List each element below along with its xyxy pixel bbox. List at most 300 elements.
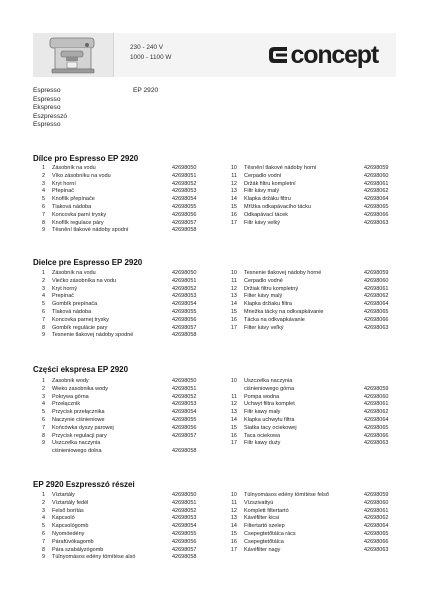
part-name: Csepegtetőtálca <box>244 538 284 545</box>
part-row <box>225 531 415 539</box>
section-title-sk: Dielce pre Espresso EP 2920 <box>33 258 143 267</box>
part-number: 6 <box>41 308 45 315</box>
part-name: Kryt horní <box>52 180 76 187</box>
part-name: Víztartály <box>52 492 75 498</box>
part-code: 42698059 <box>364 492 389 498</box>
parts-list-cz-left <box>33 165 223 235</box>
part-code: 42698054 <box>172 523 197 530</box>
part-number: 16 <box>230 316 237 323</box>
part-row <box>225 278 415 286</box>
part-code: 42698063 <box>364 324 389 331</box>
part-name: Těsnění tlakové nádoby spodní <box>52 227 129 234</box>
part-number: 17 <box>230 324 237 331</box>
part-code: 42698054 <box>172 409 197 416</box>
part-number: 11 <box>231 277 237 284</box>
part-code: 42698059 <box>364 270 389 276</box>
part-code: 42698066 <box>364 316 389 323</box>
part-name: Tesnenie tlakovej nádoby spodné <box>52 332 134 339</box>
part-name: Prepínač <box>52 293 75 300</box>
part-name: Taca ociekowa <box>244 432 281 439</box>
part-name: Koncovka parní trysky <box>52 211 107 218</box>
part-row <box>225 417 415 425</box>
part-number: 8 <box>41 546 45 553</box>
part-row <box>225 409 415 417</box>
part-code: 42698063 <box>364 546 389 553</box>
part-number: 1 <box>41 492 45 498</box>
part-name: Držiak filtru kompletný <box>244 285 299 292</box>
part-number: 8 <box>41 432 45 439</box>
part-row <box>225 492 415 500</box>
part-row <box>33 173 223 181</box>
parts-list-pl-left <box>33 378 223 456</box>
part-row <box>33 515 223 523</box>
power-spec: 1000 - 1100 W <box>130 54 172 61</box>
part-number: 4 <box>41 515 45 522</box>
parts-list-hu-left <box>33 492 223 562</box>
part-name: Zasobnik wody <box>52 378 89 384</box>
part-number: 13 <box>230 515 237 522</box>
part-number: 14 <box>230 301 237 308</box>
part-name: Gombík prepínača <box>52 301 98 308</box>
part-code: 42698055 <box>172 416 197 423</box>
part-row <box>225 325 415 333</box>
part-number: 1 <box>41 378 45 384</box>
part-code: 42698064 <box>364 301 389 308</box>
part-row <box>33 220 223 228</box>
part-number: 3 <box>41 180 45 187</box>
part-row <box>225 181 415 189</box>
concept-logo-icon <box>267 45 289 65</box>
part-number: 10 <box>230 378 237 384</box>
part-name: Zásobník na vodu <box>52 270 96 276</box>
part-row <box>225 286 415 294</box>
section-title-cz: Dílce pro Espresso EP 2920 <box>33 154 139 163</box>
part-code: 42698052 <box>172 180 197 187</box>
part-name: Čerpadlo vodné <box>244 277 283 284</box>
part-number: 14 <box>230 523 237 530</box>
part-code: 42698056 <box>172 211 197 218</box>
part-name: Klapka držiaku filtra <box>244 301 292 308</box>
part-name: ciśnieniowego górna <box>244 385 295 392</box>
part-number: 13 <box>230 409 237 416</box>
part-number: 9 <box>41 332 45 339</box>
part-name: Víko zásobníku na vodu <box>52 172 111 179</box>
part-code: 42698050 <box>172 378 197 384</box>
part-row <box>225 165 415 173</box>
part-code: 42698060 <box>364 499 389 506</box>
part-number: 2 <box>41 499 45 506</box>
part-code: 42698058 <box>172 227 197 234</box>
part-number: 17 <box>230 440 237 447</box>
part-code: 42698066 <box>364 211 389 218</box>
part-code: 42698057 <box>172 324 197 331</box>
part-row <box>33 378 223 386</box>
part-code: 42698056 <box>172 538 197 545</box>
parts-list-sk-left <box>33 270 223 340</box>
part-row <box>225 378 415 386</box>
part-row <box>33 212 223 220</box>
model-number: EP 2920 <box>133 87 159 94</box>
part-code: 42698051 <box>172 172 197 179</box>
language-item: Ekspreso <box>33 104 61 112</box>
part-row <box>225 425 415 433</box>
part-number: 16 <box>230 211 237 218</box>
part-name: Końcówka dyszy parowej <box>52 424 114 431</box>
part-row <box>33 196 223 204</box>
part-row <box>33 227 223 235</box>
part-row <box>225 317 415 325</box>
part-code: 42698060 <box>364 393 389 400</box>
part-name: Klapka držáku filtru <box>244 196 291 203</box>
part-row <box>225 433 415 441</box>
part-row <box>33 500 223 508</box>
part-number: 7 <box>41 316 45 323</box>
part-code: 42698053 <box>172 515 197 522</box>
part-row <box>33 440 223 448</box>
part-code: 42698065 <box>364 308 389 315</box>
part-name: Párafúvókagomb <box>52 538 94 545</box>
part-row <box>33 332 223 340</box>
part-name: Kávéfilter kicsi <box>244 515 280 522</box>
part-number: 15 <box>230 424 237 431</box>
part-row <box>225 204 415 212</box>
part-number: 6 <box>41 416 45 423</box>
part-row <box>225 547 415 555</box>
part-row <box>225 394 415 402</box>
part-name: Čerpadlo vodní <box>244 172 282 179</box>
part-name: Gombík regulácie pary <box>52 324 108 331</box>
part-code: 42698051 <box>172 499 197 506</box>
part-number: 13 <box>230 188 237 195</box>
part-code: 42698053 <box>172 293 197 300</box>
part-name: Držák filtru kompletní <box>244 180 296 187</box>
part-row <box>225 508 415 516</box>
section-title-hu: EP 2920 Eszpresszó részei <box>33 480 135 489</box>
part-number: 16 <box>230 432 237 439</box>
part-number: 11 <box>231 499 237 506</box>
brand-name: concept <box>290 40 378 69</box>
part-code: 42698050 <box>172 165 197 171</box>
part-number: 13 <box>230 293 237 300</box>
part-number: 14 <box>230 196 237 203</box>
part-name: Túlnyomásos edény tömítése felső <box>244 492 329 498</box>
part-code: 42698052 <box>172 393 197 400</box>
language-item: Espresso <box>33 95 61 103</box>
part-name: Uchwyt filtra komplet <box>244 401 295 408</box>
part-name: Kapcsoló <box>52 515 75 522</box>
header-divider <box>113 33 114 77</box>
part-row <box>33 539 223 547</box>
part-code: 42698057 <box>172 432 197 439</box>
part-code: 42698059 <box>364 385 389 392</box>
part-row <box>225 301 415 309</box>
part-row <box>33 386 223 394</box>
part-name: Kryt horný <box>52 285 78 292</box>
part-code: 42698055 <box>172 203 197 210</box>
part-number: 2 <box>41 277 45 284</box>
part-row <box>33 301 223 309</box>
part-code: 42698054 <box>172 196 197 203</box>
part-number: 5 <box>41 523 45 530</box>
part-name: Koncovka parnej trysky <box>52 316 109 323</box>
brand-logo <box>267 40 378 70</box>
part-number: 4 <box>41 188 45 195</box>
parts-list-pl-right <box>225 378 415 448</box>
part-name: Tlaková nádoba <box>52 308 92 315</box>
part-row <box>33 508 223 516</box>
part-number: 4 <box>41 401 45 408</box>
part-code: 42698066 <box>364 432 389 439</box>
part-number: 3 <box>41 393 45 400</box>
language-item: Espresso <box>33 121 61 129</box>
part-row <box>33 204 223 212</box>
part-number: 9 <box>41 227 45 234</box>
part-row <box>33 409 223 417</box>
part-name: Tesnenie tlakovej nádoby horné <box>244 270 322 276</box>
part-row <box>33 417 223 425</box>
part-number: 15 <box>230 203 237 210</box>
part-name: Filtr kawy mały <box>244 409 281 416</box>
part-code: 42698055 <box>172 530 197 537</box>
part-name: Viečko zásobníka na vodu <box>52 277 117 284</box>
product-thumbnail <box>33 33 113 77</box>
part-number: 12 <box>230 285 237 292</box>
part-code: 42698057 <box>172 546 197 553</box>
part-number: 8 <box>41 324 45 331</box>
part-name: Filter kávy malý <box>244 293 283 300</box>
header-spec-band <box>113 33 396 77</box>
part-row <box>33 394 223 402</box>
part-name: Filtr kávy velký <box>244 219 281 226</box>
part-code: 42698053 <box>172 188 197 195</box>
part-code: 42698058 <box>172 554 197 561</box>
part-row <box>33 286 223 294</box>
part-number: 17 <box>230 219 237 226</box>
part-number: 3 <box>41 285 45 292</box>
part-code: 42698065 <box>364 530 389 537</box>
part-number: 15 <box>230 308 237 315</box>
part-row <box>33 278 223 286</box>
part-name: Vízszivattyú <box>244 499 274 506</box>
part-number: 7 <box>41 211 45 218</box>
part-row <box>33 293 223 301</box>
part-number: 12 <box>230 507 237 514</box>
part-code: 42698061 <box>364 401 389 408</box>
part-row <box>33 425 223 433</box>
part-code: 42698060 <box>364 277 389 284</box>
part-name: Filter kávy veľký <box>244 324 284 331</box>
part-code: 42698064 <box>364 523 389 530</box>
part-code: 42698065 <box>364 203 389 210</box>
part-code: 42698062 <box>364 409 389 416</box>
part-number: 4 <box>41 293 45 300</box>
part-number: 6 <box>41 203 45 210</box>
part-name: Przycisk przełącznika <box>52 409 105 416</box>
part-name: Wieko zasobnika wody <box>52 385 108 392</box>
part-row <box>225 523 415 531</box>
part-code: 42698064 <box>364 196 389 203</box>
part-code: 42698059 <box>364 165 389 171</box>
part-name: Pára szabályzógomb <box>52 546 104 553</box>
parts-list-cz-right <box>225 165 415 227</box>
part-name: Tácka na odkvapkávanie <box>244 316 305 323</box>
part-name: Uszczelka naczynia <box>52 440 101 447</box>
part-code: 42698064 <box>364 416 389 423</box>
part-name: Těsnění tlakové nádoby horní <box>244 165 317 171</box>
part-code: 42698050 <box>172 270 197 276</box>
part-code: 42698062 <box>364 515 389 522</box>
part-name: Siatka tacy ociekowej <box>244 424 297 431</box>
part-number: 1 <box>41 165 45 171</box>
part-code: 42698061 <box>364 507 389 514</box>
parts-list-sk-right <box>225 270 415 332</box>
part-row <box>225 386 415 394</box>
part-row <box>225 440 415 448</box>
part-code: 42698052 <box>172 285 197 292</box>
part-row <box>225 293 415 301</box>
part-number: 11 <box>231 172 237 179</box>
part-number: 7 <box>41 538 45 545</box>
part-code: 42698065 <box>364 424 389 431</box>
part-number: 15 <box>230 530 237 537</box>
part-code: 42698051 <box>172 277 197 284</box>
part-row <box>225 270 415 278</box>
part-number: 3 <box>41 507 45 514</box>
part-row <box>33 531 223 539</box>
part-code: 42698050 <box>172 492 197 498</box>
part-number: 1 <box>41 270 45 276</box>
part-row <box>225 401 415 409</box>
part-row <box>225 309 415 317</box>
part-number: 10 <box>230 165 237 171</box>
part-number: 17 <box>230 546 237 553</box>
part-name: Filtertartó szelep <box>244 523 285 530</box>
part-name: Přepínač <box>52 188 75 195</box>
part-number: 9 <box>41 554 45 561</box>
part-code: 42698057 <box>172 219 197 226</box>
part-name: Naczynie ciśnieniowe <box>52 416 105 423</box>
part-number: 5 <box>41 196 45 203</box>
section-title-pl: Części ekspresa EP 2920 <box>33 365 129 374</box>
part-row <box>225 500 415 508</box>
part-number: 16 <box>230 538 237 545</box>
part-row <box>33 181 223 189</box>
part-row <box>225 212 415 220</box>
language-item: Eszpresszó <box>33 112 68 120</box>
part-name: Knoflík regulace páry <box>52 219 104 226</box>
part-row <box>225 539 415 547</box>
part-row <box>225 188 415 196</box>
part-name: Kapcsológomb <box>52 523 89 530</box>
voltage-spec: 230 - 240 V <box>130 44 164 51</box>
part-code: 42698052 <box>172 507 197 514</box>
part-number: 7 <box>41 424 45 431</box>
part-row <box>33 547 223 555</box>
part-name: Csepegtetőtálca rács <box>244 530 296 537</box>
part-name: Felső borítás <box>52 507 84 514</box>
part-row <box>33 188 223 196</box>
parts-list-hu-right <box>225 492 415 554</box>
part-code: 42698058 <box>172 332 197 339</box>
part-code: 42698061 <box>364 180 389 187</box>
part-number: 2 <box>41 385 45 392</box>
part-code: 42698062 <box>364 293 389 300</box>
language-list <box>33 87 67 130</box>
part-row <box>225 515 415 523</box>
part-name: Przycisk regulacji pary <box>52 432 107 439</box>
part-name: ciśnieniowego dolna <box>52 448 102 455</box>
part-row <box>33 433 223 441</box>
part-number: 5 <box>41 301 45 308</box>
part-name: Knoflík přepínače <box>52 196 95 203</box>
part-name: Zásobník na vodu <box>52 165 96 171</box>
part-number: 14 <box>230 416 237 423</box>
espresso-machine-icon <box>33 33 113 77</box>
part-name: Nyomóedény <box>52 530 85 537</box>
part-code: 42698060 <box>364 172 389 179</box>
part-name: Kávéfilter nagy <box>244 546 281 553</box>
part-name: Filtr kávy malý <box>244 188 280 195</box>
part-row <box>33 492 223 500</box>
part-code: 42698063 <box>364 219 389 226</box>
part-name: Pompa wodna <box>244 393 280 400</box>
part-row <box>33 523 223 531</box>
part-code: 42698063 <box>364 440 389 447</box>
part-code: 42698062 <box>364 188 389 195</box>
part-code: 42698058 <box>172 448 197 455</box>
part-name: Túlnyomásos edény tömítése alsó <box>52 554 136 561</box>
part-number: 10 <box>230 492 237 498</box>
part-code: 42698066 <box>364 538 389 545</box>
part-row <box>33 309 223 317</box>
part-row <box>33 317 223 325</box>
part-code: 42698061 <box>364 285 389 292</box>
language-item: Espresso <box>33 87 61 94</box>
part-row <box>33 448 223 456</box>
part-code: 42698051 <box>172 385 197 392</box>
part-row <box>33 325 223 333</box>
part-number: 9 <box>41 440 45 447</box>
part-code: 42698054 <box>172 301 197 308</box>
part-name: Filtr kawy duży <box>244 440 281 447</box>
part-row <box>33 554 223 562</box>
part-row <box>225 196 415 204</box>
part-name: Mřížka odkapávacího tácku <box>244 203 311 210</box>
part-code: 42698055 <box>172 308 197 315</box>
part-number: 11 <box>231 393 237 400</box>
part-code: 42698053 <box>172 401 197 408</box>
part-row <box>33 401 223 409</box>
part-name: Tlaková nádoba <box>52 203 92 210</box>
part-number: 8 <box>41 219 45 226</box>
part-code: 42698056 <box>172 424 197 431</box>
part-code: 42698056 <box>172 316 197 323</box>
part-row <box>225 220 415 228</box>
part-number: 6 <box>41 530 45 537</box>
part-number: 10 <box>230 270 237 276</box>
part-number: 2 <box>41 172 45 179</box>
part-name: Uszczelka naczynia <box>244 378 293 384</box>
part-number: 12 <box>230 401 237 408</box>
part-name: Przełącznik <box>52 401 81 408</box>
part-name: Komplett filtertartó <box>244 507 289 514</box>
part-name: Mriežka tácky na odkvapkávanie <box>244 308 324 315</box>
part-name: Pokrywa górna <box>52 393 89 400</box>
part-name: Víztartály fedél <box>52 499 89 506</box>
part-name: Klapka uchwytu filtra <box>244 416 295 423</box>
part-row <box>225 173 415 181</box>
part-number: 5 <box>41 409 45 416</box>
